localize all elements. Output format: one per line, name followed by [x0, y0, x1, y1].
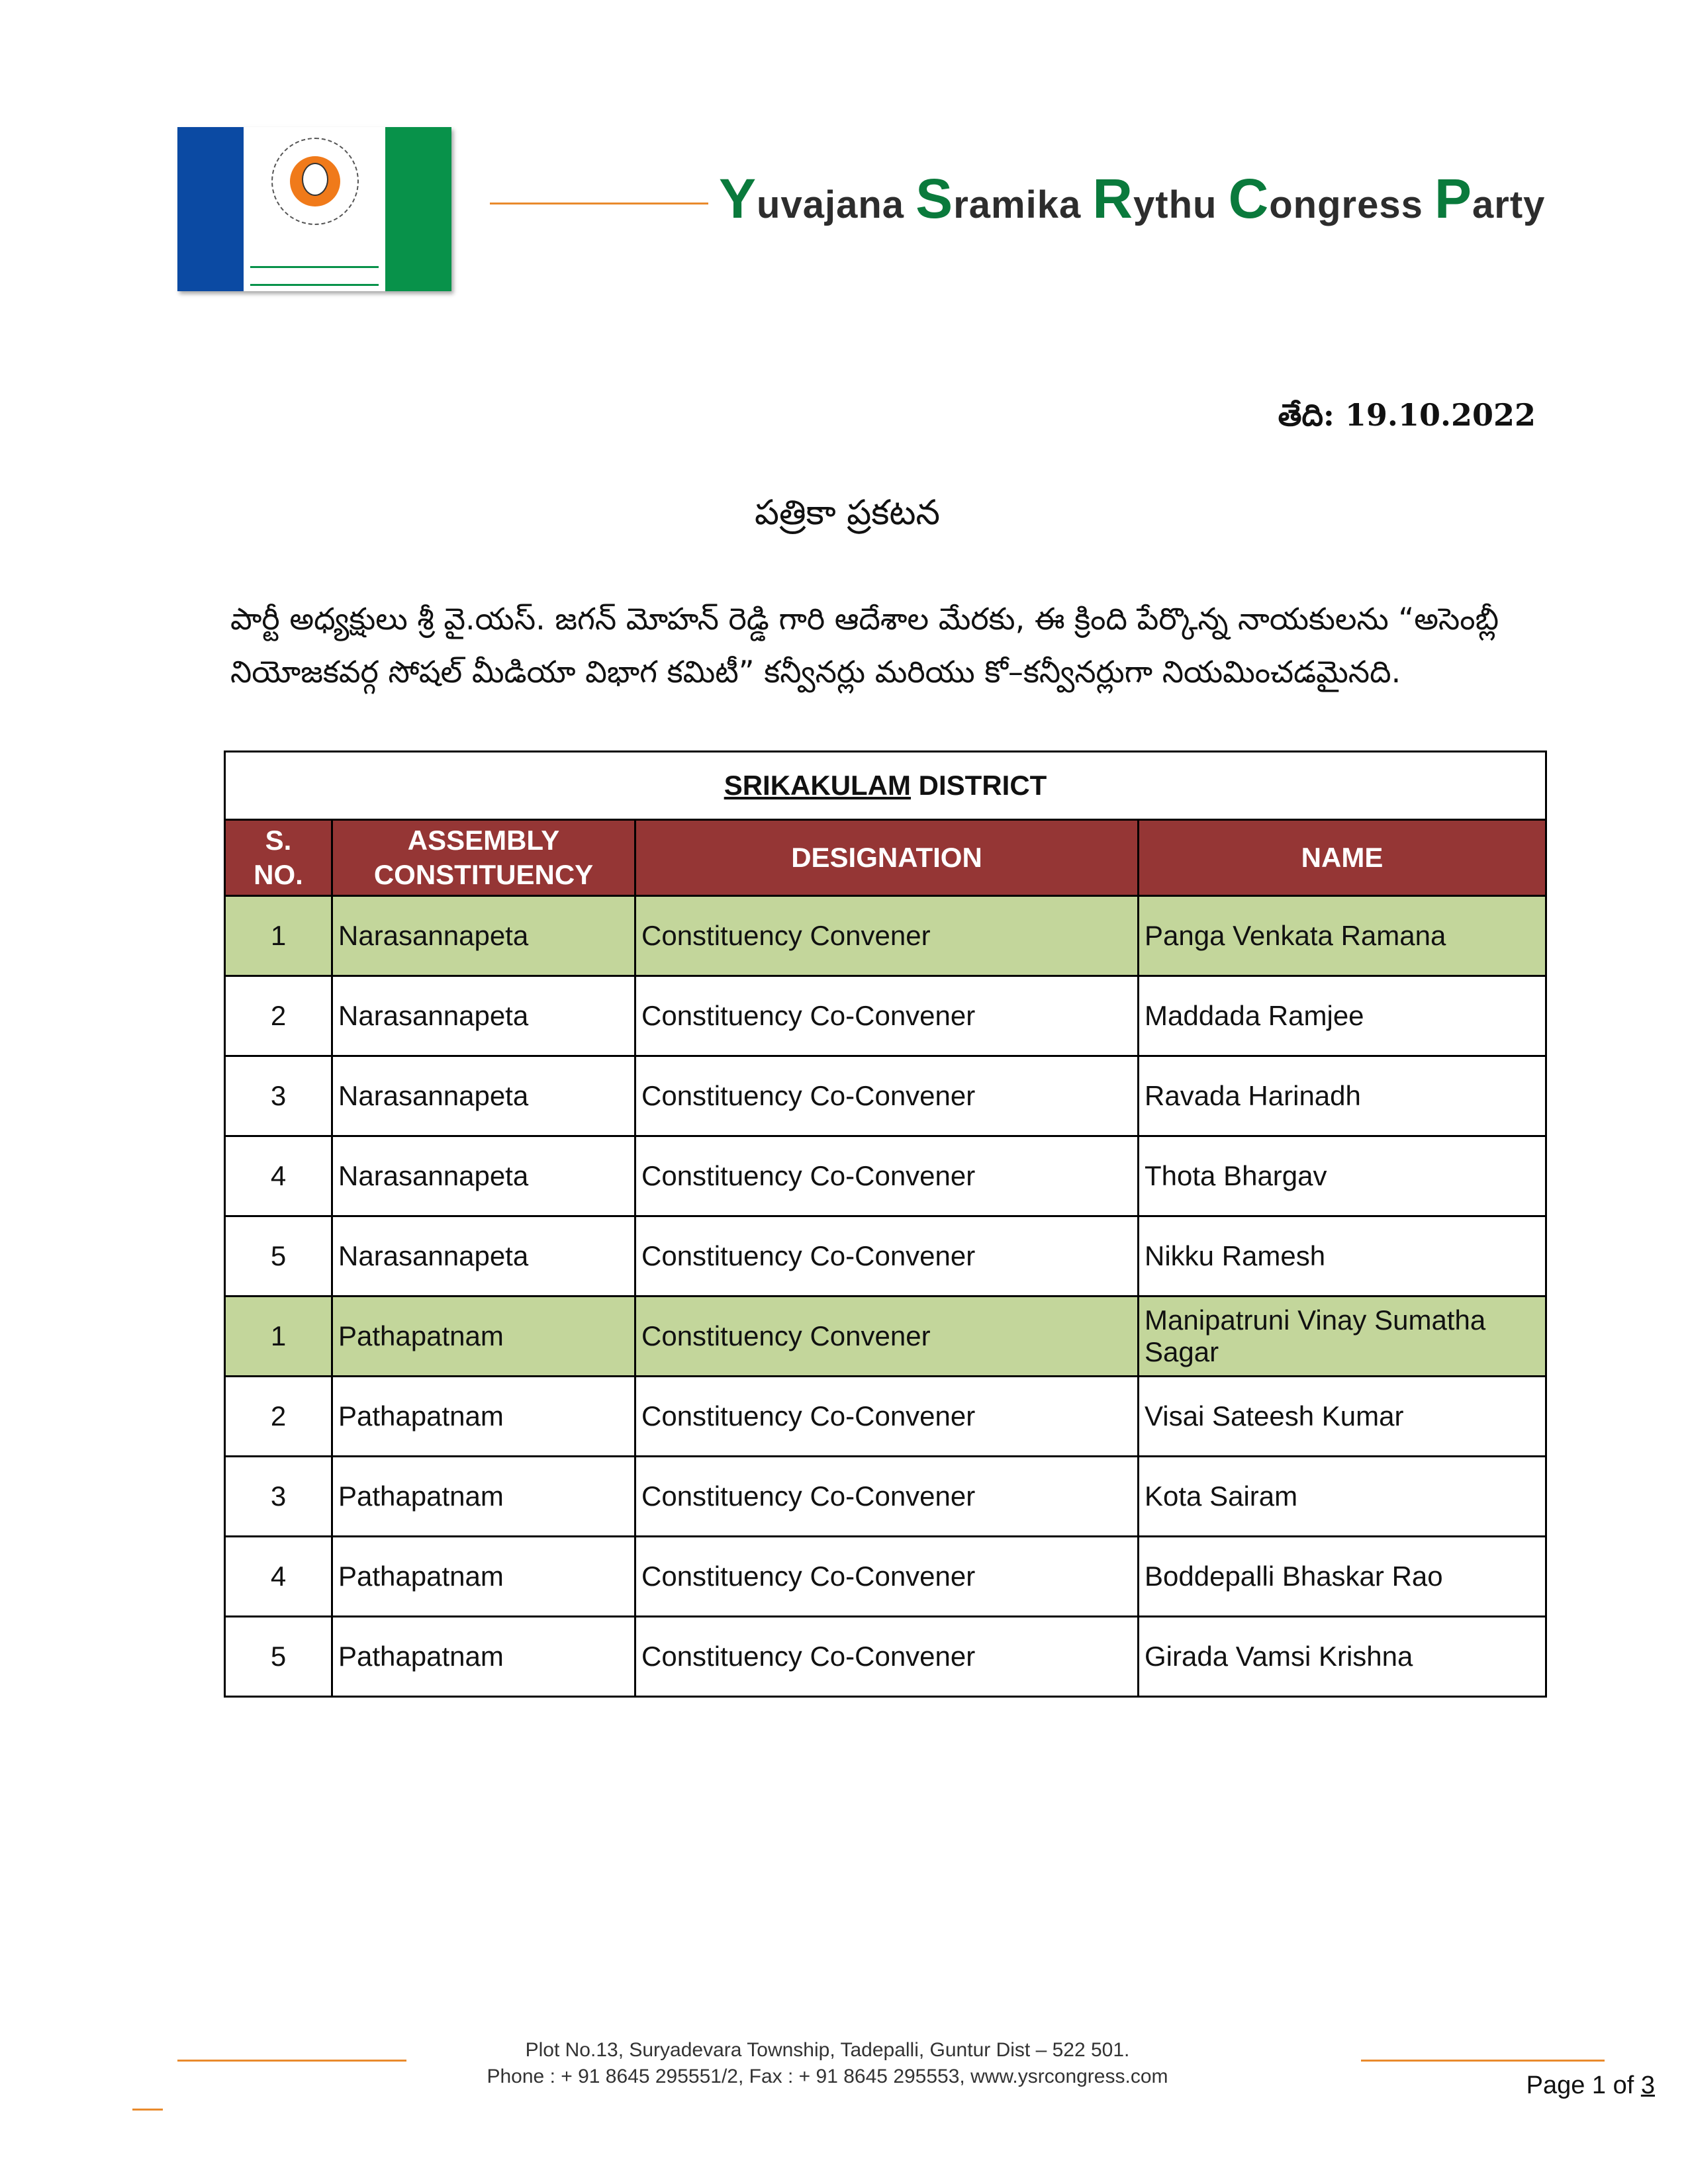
press-release-heading: పత్రికా ప్రకటన [754, 493, 940, 533]
table-row [225, 976, 1546, 1056]
cell-constituency: Narasannapeta [332, 896, 635, 976]
party-name-word: ongress [1269, 183, 1434, 226]
header-constituency [332, 820, 635, 896]
table-row [225, 1457, 1546, 1537]
table-row [225, 1377, 1546, 1457]
cell-name: Maddada Ramjee [1139, 976, 1546, 1056]
logo-script-text-icon [250, 266, 379, 286]
header-sno [225, 820, 332, 896]
cell-designation: Constituency Convener [635, 1297, 1139, 1377]
cell-sno: 4 [225, 1537, 332, 1617]
header-constituency-line1: ASSEMBLY [407, 825, 560, 856]
district-name: SRIKAKULAM [724, 770, 911, 801]
page-number [1470, 2071, 1655, 2100]
cell-sno: 1 [225, 1297, 332, 1377]
party-name-initial: P [1434, 167, 1473, 230]
cell-sno: 5 [225, 1216, 332, 1297]
table-row [225, 896, 1546, 976]
cell-designation: Constituency Co-Convener [635, 1216, 1139, 1297]
cell-constituency: Narasannapeta [332, 1216, 635, 1297]
footer-rule-right [1361, 2060, 1605, 2062]
cell-sno: 2 [225, 1377, 332, 1457]
address-line-2: Phone : + 91 8645 295551/2, Fax : + 91 8645 295553, www.ysrcongress.com [487, 2066, 1168, 2087]
cell-name: Visai Sateesh Kumar [1139, 1377, 1546, 1457]
table-row [225, 1297, 1546, 1377]
cell-constituency: Narasannapeta [332, 976, 635, 1056]
cell-name: Boddepalli Bhaskar Rao [1139, 1537, 1546, 1617]
cell-sno: 4 [225, 1136, 332, 1216]
table-row [225, 1136, 1546, 1216]
cell-constituency: Pathapatnam [332, 1297, 635, 1377]
cell-name: Ravada Harinadh [1139, 1056, 1546, 1136]
footer-address [463, 2037, 1192, 2090]
party-name-initial: Y [719, 167, 757, 230]
header-sno-line2: NO. [254, 859, 303, 890]
cell-constituency: Narasannapeta [332, 1056, 635, 1136]
cell-designation: Constituency Co-Convener [635, 1136, 1139, 1216]
district-title [225, 752, 1546, 820]
footer-rule-corner [132, 2109, 163, 2111]
cell-constituency: Pathapatnam [332, 1537, 635, 1617]
party-name-initial: C [1228, 167, 1270, 230]
cell-sno: 3 [225, 1457, 332, 1537]
cell-name: Girada Vamsi Krishna [1139, 1617, 1546, 1697]
cell-designation: Constituency Co-Convener [635, 1617, 1139, 1697]
party-name-initial: S [915, 167, 954, 230]
cell-name: Kota Sairam [1139, 1457, 1546, 1537]
cell-designation: Constituency Co-Convener [635, 1457, 1139, 1537]
date-line: తేది: 19.10.2022 [1278, 397, 1536, 433]
district-suffix: DISTRICT [911, 770, 1047, 801]
page-number-total: 3 [1640, 2071, 1655, 2099]
announcement-paragraph: పార్టీ అధ్యక్షులు శ్రీ వై.యస్. జగన్ మోహన్ రెడ్డి గారి ఆదేశాల మేరకు, ఈ క్రింది పేర్కొన్న నాయకులను “అసెంబ్లీ నియోజకవర్గ సోషల్ మీడియా విభాగ కమిటీ” కన్వీనర్లు మరియు కో–కన్వీనర్లుగా నియమించడమైనది. [230, 601, 1499, 690]
flag-green-band [385, 127, 451, 291]
party-name-word: ramika [953, 183, 1093, 226]
page-number-prefix: Page 1 of [1526, 2071, 1641, 2099]
cell-constituency: Narasannapeta [332, 1136, 635, 1216]
table-row [225, 1216, 1546, 1297]
cell-constituency: Pathapatnam [332, 1377, 635, 1457]
cell-name: Thota Bhargav [1139, 1136, 1546, 1216]
cell-constituency: Pathapatnam [332, 1617, 635, 1697]
cell-sno: 1 [225, 896, 332, 976]
cell-sno: 2 [225, 976, 332, 1056]
header-designation: DESIGNATION [635, 820, 1139, 896]
cell-name: Manipatruni Vinay Sumatha Sagar [1139, 1297, 1546, 1377]
cell-designation: Constituency Convener [635, 896, 1139, 976]
cell-designation: Constituency Co-Convener [635, 1537, 1139, 1617]
header-sno-line1: S. [265, 825, 292, 856]
header-name: NAME [1139, 820, 1546, 896]
cell-designation: Constituency Co-Convener [635, 976, 1139, 1056]
party-name-word: ythu [1133, 183, 1229, 226]
footer-rule-left [177, 2060, 406, 2062]
cell-constituency: Pathapatnam [332, 1457, 635, 1537]
header-rule [490, 203, 708, 205]
party-name-word: uvajana [757, 183, 916, 226]
cell-designation: Constituency Co-Convener [635, 1377, 1139, 1457]
table-row [225, 1056, 1546, 1136]
flag-white-band [244, 127, 385, 291]
address-line-1: Plot No.13, Suryadevara Township, Tadepalli, Guntur Dist – 522 501. [525, 2039, 1130, 2061]
leader-portrait-icon [290, 156, 340, 206]
cell-sno: 3 [225, 1056, 332, 1136]
table-row [225, 1537, 1546, 1617]
cell-name: Nikku Ramesh [1139, 1216, 1546, 1297]
appointments-table [224, 751, 1547, 1698]
cell-sno: 5 [225, 1617, 332, 1697]
cell-name: Panga Venkata Ramana [1139, 896, 1546, 976]
table-row [225, 1617, 1546, 1697]
party-name-word: arty [1472, 183, 1546, 226]
cell-designation: Constituency Co-Convener [635, 1056, 1139, 1136]
party-name [719, 165, 1593, 232]
party-name-initial: R [1092, 167, 1134, 230]
party-logo [177, 127, 451, 291]
header-constituency-line2: CONSTITUENCY [373, 859, 594, 890]
flag-blue-band [177, 127, 244, 291]
